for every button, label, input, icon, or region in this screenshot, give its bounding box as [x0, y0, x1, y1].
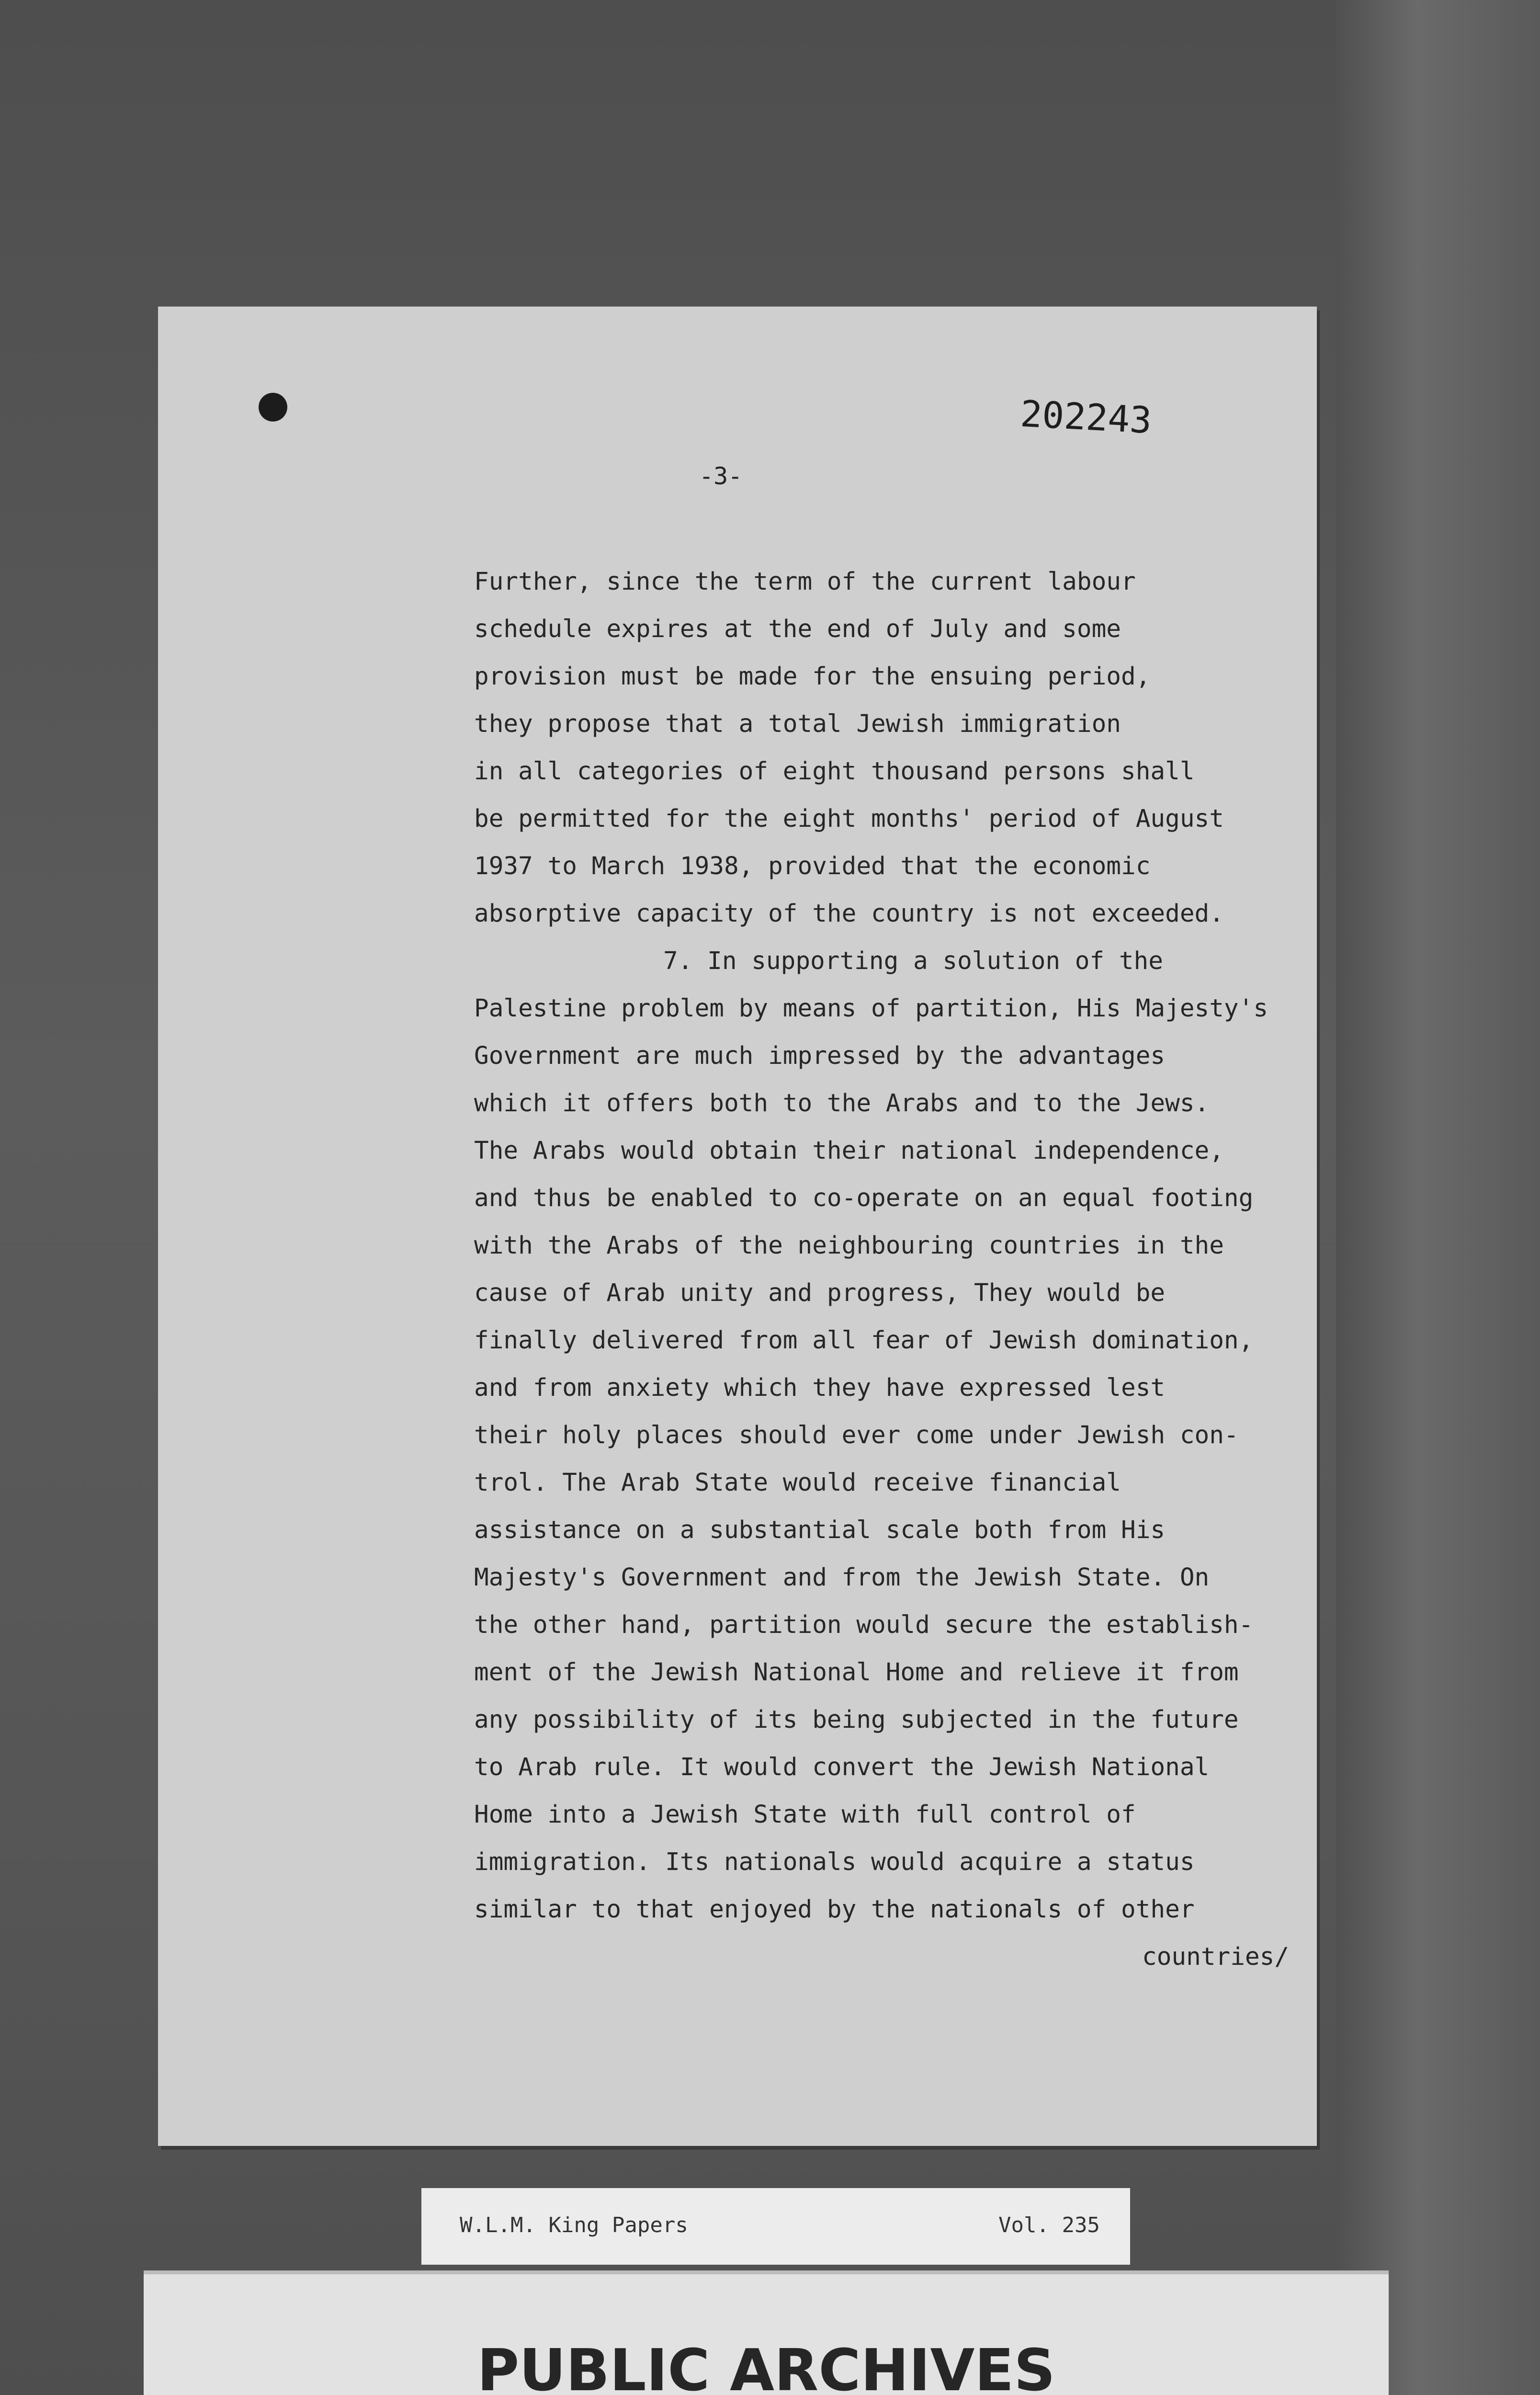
text-line: assistance on a substantial scale both from His [474, 1516, 1166, 1544]
page-number: -3- [699, 462, 743, 490]
text-line: 1937 to March 1938, provided that the economic [474, 852, 1151, 880]
text-line: with the Arabs of the neighbouring countries in the [474, 1232, 1224, 1260]
text-line: ment of the Jewish National Home and relieve it from [474, 1658, 1239, 1687]
text-line: finally delivered from all fear of Jewish domination, [474, 1326, 1254, 1355]
text-line: any possibility of its being subjected in the future [474, 1706, 1239, 1734]
text-line: Palestine problem by means of partition, His Majesty's [474, 994, 1268, 1023]
text-line: to Arab rule. It would convert the Jewish National [474, 1753, 1210, 1781]
stamp-line-english: PUBLIC ARCHIVES [477, 2338, 1055, 2395]
text-line: 7. In supporting a solution of the [663, 947, 1163, 975]
collection-name: W.L.M. King Papers [460, 2213, 688, 2237]
text-line: they propose that a total Jewish immigration [474, 710, 1121, 738]
text-line: their holy places should ever come under Jewish con- [474, 1421, 1239, 1449]
text-line: Government are much impressed by the advantages [474, 1042, 1166, 1070]
text-line: The Arabs would obtain their national independence, [474, 1137, 1224, 1165]
text-line: Home into a Jewish State with full control of [474, 1801, 1136, 1829]
text-line: which it offers both to the Arabs and to the Jews. [474, 1089, 1210, 1118]
text-line: schedule expires at the end of July and some [474, 615, 1121, 643]
text-line: absorptive capacity of the country is not exceeded. [474, 900, 1224, 928]
text-line: be permitted for the eight months' period of August [474, 805, 1224, 833]
volume-number: Vol. 235 [998, 2213, 1100, 2237]
text-line: countries/ [1142, 1943, 1290, 1971]
text-line: and from anxiety which they have expressed lest [474, 1374, 1166, 1402]
text-line: cause of Arab unity and progress, They would be [474, 1279, 1166, 1307]
document-number: 202243 [1019, 392, 1153, 442]
text-line: the other hand, partition would secure the establish- [474, 1611, 1254, 1639]
text-line: similar to that enjoyed by the nationals of other [474, 1895, 1195, 1924]
text-line: and thus be enabled to co-operate on an equal footing [474, 1184, 1254, 1212]
text-line: in all categories of eight thousand persons shall [474, 757, 1195, 786]
text-line: trol. The Arab State would receive financial [474, 1469, 1121, 1497]
text-line: immigration. Its nationals would acquire a status [474, 1848, 1195, 1876]
text-line: provision must be made for the ensuing period, [474, 662, 1151, 691]
text-line: Further, since the term of the current labour [474, 568, 1136, 596]
text-line: Majesty's Government and from the Jewish State. On [474, 1563, 1210, 1592]
